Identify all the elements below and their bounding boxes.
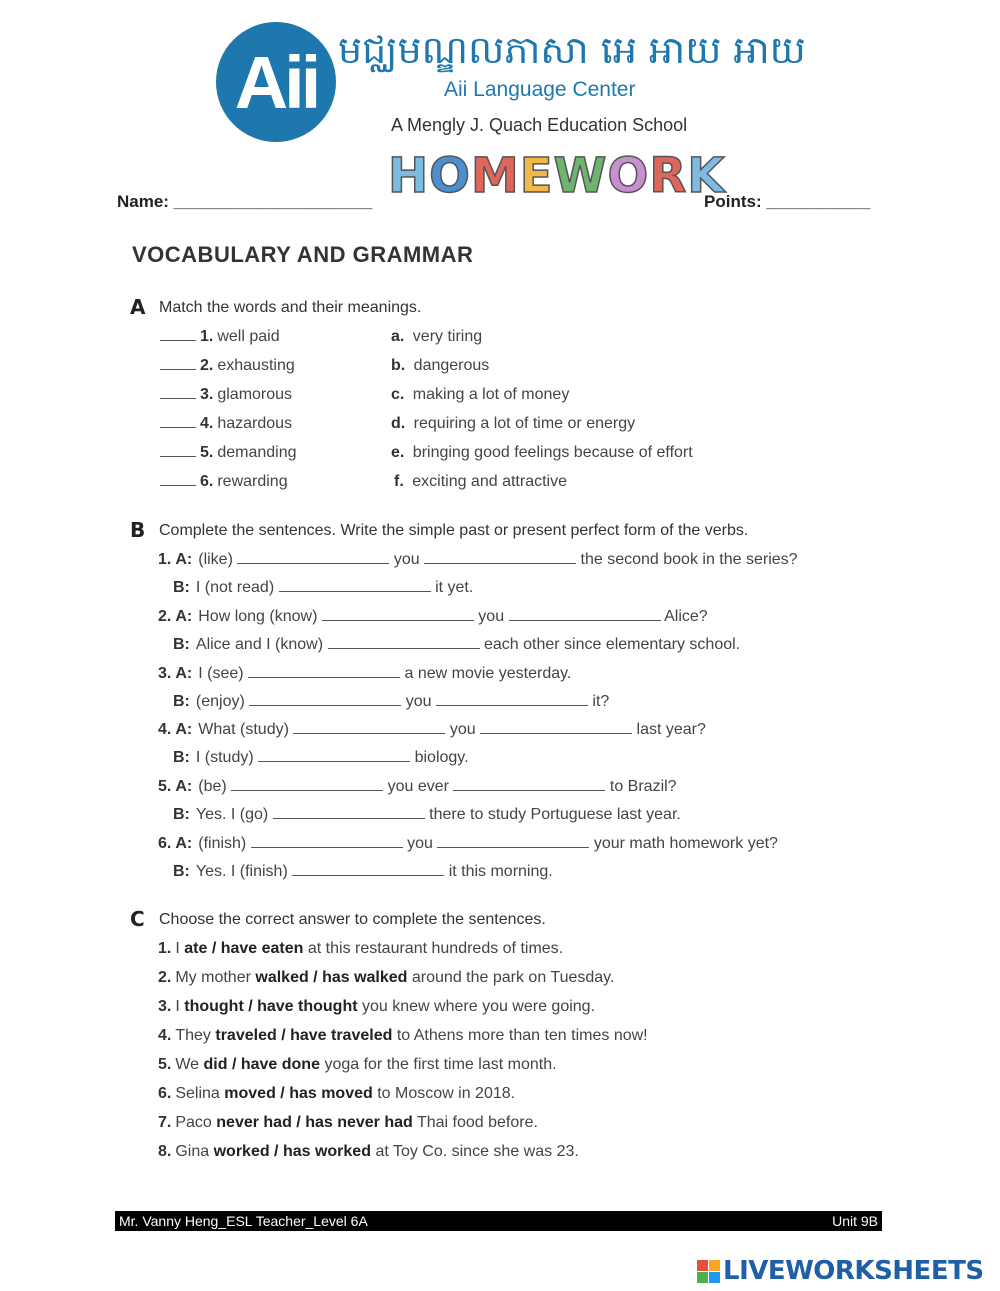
dialogue-line-a — [158, 778, 677, 796]
speaker-b: B: — [173, 579, 190, 596]
item-number: 2. — [200, 357, 214, 374]
answer-blank[interactable] — [160, 340, 196, 341]
sentence-start: I — [175, 940, 180, 957]
answer-blank[interactable] — [160, 456, 196, 457]
prompt-text: Alice and I (know) — [195, 636, 324, 653]
speaker-a: A: — [175, 665, 193, 682]
answer-blank[interactable] — [328, 648, 480, 649]
sentence-end: at this restaurant hundreds of times. — [307, 940, 564, 957]
name-field[interactable]: Name: _____________________ — [117, 192, 373, 211]
section-c-letter: C — [130, 907, 145, 931]
answer-blank[interactable] — [273, 818, 425, 819]
answer-blank[interactable] — [231, 790, 383, 791]
prompt-text: it this morning. — [448, 863, 553, 880]
item-number: 6. — [158, 1085, 172, 1102]
prompt-text: the second book in the series? — [580, 551, 798, 568]
sentence-start: Selina — [175, 1085, 220, 1102]
answer-blank[interactable] — [424, 563, 576, 564]
answer-blank[interactable] — [237, 563, 389, 564]
item-number: 1. — [158, 940, 172, 957]
liveworksheets-logo[interactable] — [697, 1256, 984, 1286]
meaning-row — [391, 386, 569, 404]
school-logo — [216, 22, 336, 142]
speaker-a: A: — [175, 721, 193, 738]
prompt-text: last year? — [636, 721, 706, 738]
meaning-text: dangerous — [413, 357, 490, 374]
choice-sentence — [158, 1056, 557, 1074]
item-number: 7. — [158, 1114, 172, 1131]
prompt-text: I (not read) — [195, 579, 275, 596]
footer-unit: Unit 9B — [832, 1213, 878, 1229]
match-word-row[interactable] — [160, 386, 292, 404]
item-number: 5. — [158, 778, 172, 795]
meaning-text: exciting and attractive — [412, 473, 567, 490]
footer-teacher: Mr. Vanny Heng_ESL Teacher_Level 6A — [119, 1213, 368, 1229]
meaning-row — [391, 415, 635, 433]
answer-blank[interactable] — [293, 733, 445, 734]
homework-letter: O — [429, 148, 471, 204]
liveworksheets-icon — [697, 1260, 720, 1283]
answer-options[interactable]: traveled / have traveled — [215, 1027, 393, 1044]
answer-blank[interactable] — [279, 591, 431, 592]
choice-sentence — [158, 998, 595, 1016]
answer-blank[interactable] — [160, 485, 196, 486]
meaning-row — [391, 328, 482, 346]
sentence-start: Gina — [175, 1143, 210, 1160]
homework-letter: W — [553, 148, 608, 204]
answer-options[interactable]: worked / has worked — [213, 1143, 371, 1160]
choice-sentence — [158, 1114, 538, 1132]
sentence-end: at Toy Co. since she was 23. — [375, 1143, 579, 1160]
homework-letter: R — [649, 148, 688, 204]
prompt-text: it? — [592, 693, 610, 710]
answer-blank[interactable] — [160, 398, 196, 399]
match-word: well paid — [217, 328, 280, 345]
meaning-letter: a. — [391, 328, 405, 345]
sentence-start: Paco — [175, 1114, 212, 1131]
homework-letter: E — [519, 148, 554, 204]
liveworksheets-brand: LIVEWORKSHEETS — [723, 1256, 984, 1286]
sentence-end: yoga for the first time last month. — [324, 1056, 557, 1073]
homework-letter: O — [607, 148, 650, 204]
section-a-instruction: Match the words and their meanings. — [159, 299, 422, 316]
item-number: 3. — [200, 386, 214, 403]
sentence-start: I — [175, 998, 180, 1015]
school-subtitle: A Mengly J. Quach Education School — [391, 115, 688, 135]
khmer-school-name: មជ្ឈមណ្ឌលភាសា អេ អាយ អាយ — [338, 28, 806, 72]
prompt-text: there to study Portuguese last year. — [429, 806, 681, 823]
match-word-row[interactable] — [160, 357, 295, 375]
speaker-a: A: — [175, 608, 193, 625]
meaning-text: making a lot of money — [412, 386, 570, 403]
prompt-text: each other since elementary school. — [483, 636, 741, 653]
choice-sentence — [158, 940, 563, 958]
item-number: 8. — [158, 1143, 172, 1160]
answer-blank[interactable] — [249, 705, 401, 706]
item-number: 1. — [200, 328, 214, 345]
answer-blank[interactable] — [436, 705, 588, 706]
prompt-text: you — [449, 721, 476, 738]
prompt-text: How long (know) — [198, 608, 318, 625]
match-word: demanding — [217, 444, 297, 461]
answer-options[interactable]: did / have done — [203, 1056, 320, 1073]
match-word: glamorous — [217, 386, 293, 403]
sentence-start: My mother — [175, 969, 251, 986]
speaker-b: B: — [173, 749, 190, 766]
prompt-text: a new movie yesterday. — [404, 665, 572, 682]
answer-options[interactable]: moved / has moved — [224, 1085, 373, 1102]
item-number: 4. — [158, 1027, 172, 1044]
meaning-letter: f. — [394, 473, 404, 490]
dialogue-line-b — [173, 579, 473, 597]
meaning-letter: e. — [391, 444, 405, 461]
logo-text: Aii — [234, 40, 318, 124]
answer-blank[interactable] — [160, 369, 196, 370]
section-b-instruction: Complete the sentences. Write the simple past or present perfect form of the verbs. — [159, 522, 749, 539]
meaning-text: bringing good feelings because of effort — [412, 444, 693, 461]
answer-options[interactable]: ate / have eaten — [184, 940, 304, 957]
answer-options[interactable]: walked / has walked — [255, 969, 408, 986]
match-word: exhausting — [217, 357, 295, 374]
match-word: hazardous — [217, 415, 293, 432]
prompt-text: you ever — [387, 778, 449, 795]
match-word-row[interactable] — [160, 328, 280, 346]
item-number: 2. — [158, 608, 172, 625]
choice-sentence — [158, 969, 614, 987]
choice-sentence — [158, 1143, 579, 1161]
item-number: 4. — [200, 415, 214, 432]
center-name: Aii Language Center — [444, 78, 636, 101]
speaker-b: B: — [173, 863, 190, 880]
prompt-text: it yet. — [435, 579, 474, 596]
match-word-row[interactable] — [160, 415, 292, 433]
item-number: 4. — [158, 721, 172, 738]
answer-blank[interactable] — [322, 620, 474, 621]
sentence-end: around the park on Tuesday. — [411, 969, 615, 986]
meaning-row — [391, 444, 693, 462]
prompt-text: I (study) — [195, 749, 254, 766]
speaker-a: A: — [175, 551, 193, 568]
prompt-text: What (study) — [198, 721, 289, 738]
answer-options[interactable]: never had / has never had — [216, 1114, 413, 1131]
prompt-text: you — [393, 551, 420, 568]
dialogue-line-a — [158, 551, 798, 569]
section-a-letter: A — [130, 295, 146, 319]
answer-blank[interactable] — [437, 847, 589, 848]
meaning-letter: d. — [391, 415, 406, 432]
dialogue-line-b — [173, 693, 609, 711]
item-number: 5. — [200, 444, 214, 461]
prompt-text: (finish) — [198, 835, 247, 852]
sentence-end: to Moscow in 2018. — [377, 1085, 516, 1102]
meaning-text: requiring a lot of time or energy — [413, 415, 636, 432]
page-title: VOCABULARY AND GRAMMAR — [132, 242, 474, 267]
prompt-text: Alice? — [664, 608, 708, 625]
prompt-text: biology. — [414, 749, 469, 766]
dialogue-line-a — [158, 835, 778, 853]
answer-blank[interactable] — [292, 875, 444, 876]
answer-blank[interactable] — [509, 620, 661, 621]
answer-blank[interactable] — [258, 761, 410, 762]
dialogue-line-a — [158, 721, 706, 739]
dialogue-line-b — [173, 636, 740, 654]
match-word-row[interactable] — [160, 473, 288, 491]
homework-banner — [388, 148, 725, 204]
item-number: 6. — [200, 473, 214, 490]
prompt-text: you — [407, 835, 433, 852]
meaning-text: very tiring — [412, 328, 483, 345]
prompt-text: to Brazil? — [609, 778, 677, 795]
match-word: rewarding — [217, 473, 288, 490]
item-number: 2. — [158, 969, 172, 986]
item-number: 6. — [158, 835, 172, 852]
meaning-letter: c. — [391, 386, 405, 403]
prompt-text: (enjoy) — [195, 693, 245, 710]
speaker-b: B: — [173, 806, 190, 823]
answer-blank[interactable] — [160, 427, 196, 428]
dialogue-line-a — [158, 608, 708, 626]
sentence-end: you knew where you were going. — [362, 998, 596, 1015]
homework-letter: K — [687, 148, 726, 204]
speaker-b: B: — [173, 636, 190, 653]
sentence-end: Thai food before. — [416, 1114, 538, 1131]
answer-options[interactable]: thought / have thought — [184, 998, 358, 1015]
dialogue-line-b — [173, 749, 469, 767]
speaker-a: A: — [175, 778, 193, 795]
meaning-letter: b. — [391, 357, 406, 374]
choice-sentence — [158, 1085, 515, 1103]
meaning-row — [391, 357, 489, 375]
dialogue-line-b — [173, 863, 553, 881]
sentence-start: We — [175, 1056, 200, 1073]
footer-bar — [115, 1211, 882, 1231]
speaker-b: B: — [173, 693, 190, 710]
answer-blank[interactable] — [248, 677, 400, 678]
choice-sentence — [158, 1027, 648, 1045]
prompt-text: Yes. I (go) — [195, 806, 269, 823]
prompt-text: you — [478, 608, 505, 625]
prompt-text: your math homework yet? — [593, 835, 778, 852]
points-field[interactable]: Points: ___________ — [704, 192, 871, 211]
item-number: 5. — [158, 1056, 172, 1073]
answer-blank[interactable] — [480, 733, 632, 734]
meaning-row — [394, 473, 567, 491]
section-b-letter: B — [130, 518, 146, 542]
prompt-text: Yes. I (finish) — [195, 863, 288, 880]
prompt-text: (be) — [198, 778, 227, 795]
sentence-end: to Athens more than ten times now! — [396, 1027, 648, 1044]
answer-blank[interactable] — [453, 790, 605, 791]
prompt-text: (like) — [198, 551, 233, 568]
prompt-text: you — [405, 693, 432, 710]
item-number: 1. — [158, 551, 172, 568]
prompt-text: I (see) — [198, 665, 244, 682]
item-number: 3. — [158, 998, 172, 1015]
answer-blank[interactable] — [251, 847, 403, 848]
sentence-start: They — [175, 1027, 211, 1044]
homework-letter: H — [388, 148, 430, 204]
item-number: 3. — [158, 665, 172, 682]
section-c-instruction: Choose the correct answer to complete the sentences. — [159, 911, 546, 928]
dialogue-line-a — [158, 665, 571, 683]
dialogue-line-b — [173, 806, 681, 824]
homework-letter: M — [470, 148, 520, 204]
speaker-a: A: — [175, 835, 193, 852]
match-word-row[interactable] — [160, 444, 297, 462]
